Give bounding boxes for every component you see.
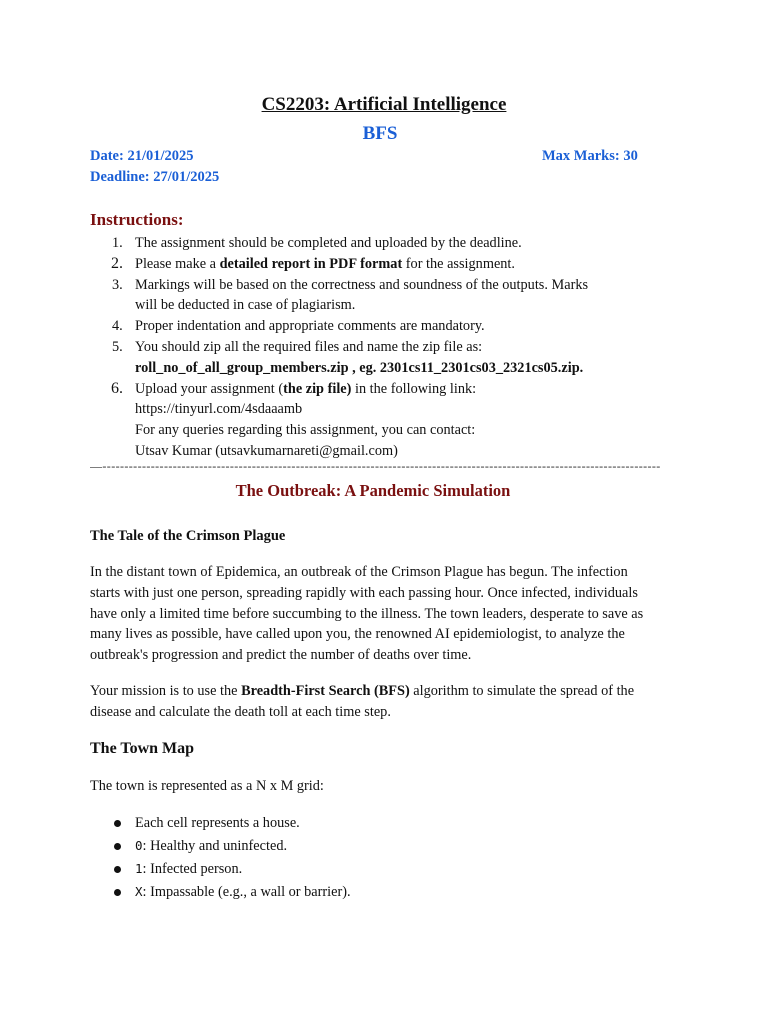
item-text: Proper indentation and appropriate comments are mandatory. [135,318,485,335]
mission-pre: Your mission is to use the [90,683,242,699]
tale-line: In the distant town of Epidemica, an outbreak of the Crimson Plague has begun. The infection [90,564,628,580]
bullet-text: : Healthy and uninfected. [142,838,288,854]
list-item [90,859,650,882]
deadline-label: Deadline: 27/01/2025 [90,169,220,185]
map-heading: The Town Map [90,740,195,757]
tale-line: starts with just one person, spreading rapidly with each passing hour. Once infected, individuals [90,584,638,601]
tale-heading: The Tale of the Crimson Plague [90,528,286,544]
section-title: The Outbreak: A Pandemic Simulation [235,481,511,500]
instruction-item [90,254,650,275]
mission-bold: Breadth-First Search (BFS) [241,683,410,699]
mission-line2: disease and calculate the death toll at each time step. [90,703,391,720]
cell-code: 1 [135,861,143,876]
bullet-text: : Impassable (e.g., a wall or barrier). [142,884,351,900]
item-number: 6. [111,379,123,397]
instruction-item [90,316,650,337]
instruction-item [90,233,650,254]
item-text-bold: detailed report in PDF format [219,255,403,272]
bullet-icon [114,889,121,896]
instruction-item [90,379,650,462]
course-title: CS2203: Artificial Intelligence [261,94,507,115]
date-label: Date: 21/01/2025 [90,148,194,164]
upload-link[interactable]: https://tinyurl.com/4sdaaamb [135,401,303,418]
item-text-line1: Markings will be based on the correctness and soundness of the outputs. Marks [135,276,589,293]
instructions-list [90,233,650,462]
list-item [90,813,650,836]
tale-paragraph [90,562,680,666]
item-number: 5. [112,338,123,355]
tale-line: many lives as possible, have called upon you, the renowned AI epidemiologist, to analyze the [90,626,625,643]
item-number: 2. [111,254,123,272]
item-number: 1. [112,235,123,251]
item-text-line1: You should zip all the required files and name the zip file as: [135,338,483,355]
map-intro: The town is represented as a N x M grid: [90,778,324,794]
subject-title: BFS [362,123,398,144]
section-divider: —------------------------------------------------------------------------------------------------------------------------------- [90,459,661,473]
item-text-post: for the assignment. [402,255,515,272]
mission-paragraph [90,681,680,723]
list-item [90,882,650,905]
contact-email: Utsav Kumar (utsavkumarnareti@gmail.com) [135,442,398,459]
item-text-pre: Please make a [135,255,220,272]
item-text-pre: Upload your assignment ( [135,380,284,397]
bullet-icon [114,843,121,850]
item-text: The assignment should be completed and uploaded by the deadline. [135,235,522,251]
zip-name-example: roll_no_of_all_group_members.zip , eg. 2301cs11_2301cs03_2321cs05.zip. [135,359,584,376]
item-number: 3. [112,276,123,293]
instructions-heading: Instructions: [90,210,184,229]
bullet-icon [114,866,121,873]
item-text-line2: will be deducted in case of plagiarism. [135,297,356,314]
mission-post: algorithm to simulate the spread of the [409,683,635,699]
bullet-icon [114,820,121,827]
instruction-item [90,275,650,317]
tale-line: outbreak's progression and predict the number of deaths over time. [90,647,472,664]
item-text-bold: the zip file) [283,380,352,397]
bullet-text: Each cell represents a house. [135,815,300,831]
cell-code: 0 [135,838,143,853]
instruction-item [90,337,650,379]
map-legend-list [90,813,650,905]
contact-text: For any queries regarding this assignment, you can contact: [135,422,476,439]
cell-code: X [135,884,143,899]
max-marks-label: Max Marks: 30 [542,148,638,164]
item-text-post: in the following link: [351,380,477,397]
item-number: 4. [112,318,123,335]
tale-line: have only a limited time before succumbing to the illness. The town leaders, desperate to save as [90,605,644,622]
bullet-text: : Infected person. [142,861,243,877]
list-item [90,836,650,859]
